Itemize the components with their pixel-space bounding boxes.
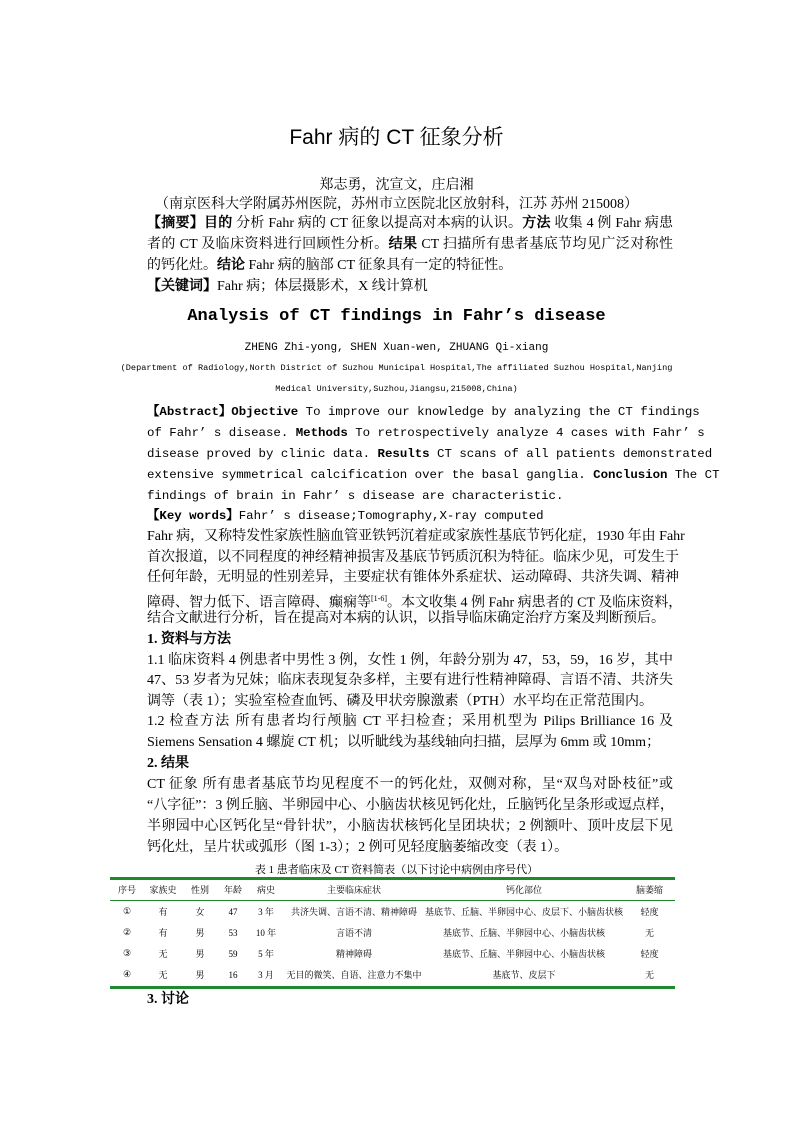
results-text: 的钙化灶。: [147, 258, 217, 273]
table-caption: 表 1 患者临床及 CT 资料简表（以下讨论中病例由序号代）: [254, 864, 539, 876]
body-text: 。本文收集 4 例 Fahr 病患者的 CT 及临床资料，: [387, 595, 683, 611]
abstract-en-line: [147, 444, 713, 464]
table-cell: 共济失调、言语不清、精神障碍: [290, 907, 417, 917]
table-cell: 基底节、丘脑、半卵园中心、小脑齿状核: [442, 928, 605, 938]
abstract-en-text: disease proved by clinic data.: [147, 447, 378, 461]
body-line: Fahr 病，又称特发性家族性脑血管亚铁钙沉着症或家族性基底节钙化症，1930 年由 Fahr: [147, 529, 685, 544]
table-cell: ①: [122, 906, 132, 916]
abstract-en-text: of Fahr’ s disease.: [147, 426, 296, 440]
column-header: 序号: [110, 878, 144, 901]
table-cell: 无: [158, 970, 168, 980]
objective-text: 分析 Fahr 病的 CT 征象以提高对本病的认识。: [232, 216, 523, 231]
objective-en-label: Objective: [231, 405, 299, 419]
table-cell: 男: [195, 949, 205, 959]
table-header-row: [110, 878, 675, 901]
table-cell: 47: [228, 906, 238, 917]
abstract-en-label: 【Abstract】: [147, 405, 232, 419]
table-cell: 53: [228, 927, 238, 938]
table-cell: 男: [195, 928, 205, 938]
abstract-en-line: [147, 423, 705, 443]
body-line: 结合文献进行分析，旨在提高对本病的认识，以指导临床确定治疗方案及判断预后。: [147, 611, 665, 626]
table-cell: 男: [195, 970, 205, 980]
body-line: Siemens Sensation 4 螺旋 CT 机；以听眦线为基线轴向扫描，层厚为 6mm 或 10mm；: [147, 735, 661, 750]
body-line: 钙化灶，呈片状或弧形（图 1-3）；2 例可见轻度脑萎缩改变（表 1）。: [147, 840, 569, 855]
table-cell: 基底节、丘脑、半卵园中心、皮层下、小脑齿状核: [424, 907, 623, 917]
table-cell: ③: [122, 948, 132, 958]
column-header: 性别: [182, 878, 218, 901]
table-cell: 基底节、丘脑、半卵园中心、小脑齿状核: [442, 949, 605, 959]
body-line: 半卵园中心区钙化呈“骨针状”，小脑齿状核钙化呈团块状；2 例额叶、顶叶皮层下见: [147, 819, 673, 834]
body-line: 1.1 临床资料 4 例患者中男性 3 例，女性 1 例，年龄分别为 47，53，59，16 岁，其中: [147, 653, 673, 668]
column-header: 脑萎缩: [624, 878, 675, 901]
keywords-en: [147, 506, 673, 526]
objective-label: 目的: [203, 216, 233, 231]
abstract-en-line: [147, 465, 720, 485]
table-cell: 5 年: [258, 949, 274, 959]
body-line: 1.2 检查方法 所有患者均行颅脑 CT 平扫检查；采用机型为 Pilips Brilliance 16 及: [147, 714, 673, 729]
table-cell: 59: [228, 948, 238, 959]
column-header: 家族史: [144, 878, 182, 901]
table-cell: 轻度: [640, 949, 659, 959]
section-heading: 1. 资料与方法: [147, 632, 231, 647]
column-header: 主要临床症状: [284, 878, 424, 901]
methods-text: 收集 4 例 Fahr 病患: [550, 216, 674, 231]
body-line: 任何年龄，无明显的性别差异，主要症状有锥体外系症状、运动障碍、共济失调、精神: [147, 570, 679, 585]
abstract-en-text: The CT: [667, 468, 720, 482]
affiliation-en-1: (Department of Radiology,North District of Suzhou Municipal Hospital,The affiliated Suzhou Hospital,Nanjing: [120, 363, 673, 373]
abstract-cn-line: [147, 256, 673, 276]
results-text: CT 扫描所有患者基底节均见广泛对称性: [417, 237, 674, 252]
table-cell: 无目的微笑、自语、注意力不集中: [286, 970, 422, 980]
authors-en: ZHENG Zhi-yong, SHEN Xuan-wen, ZHUANG Qi-xiang: [244, 342, 549, 354]
table-cell: 无: [644, 928, 654, 938]
table-cell: 10 年: [255, 928, 277, 938]
table-row: [110, 922, 675, 943]
table-cell: 无: [644, 970, 654, 980]
authors-cn: 郑志勇，沈宣文，庄启湘: [319, 178, 474, 193]
table-cell: 言语不清: [335, 928, 372, 938]
english-title: Analysis of CT findings in Fahr’s disease: [187, 307, 606, 326]
table-cell: 有: [158, 907, 168, 917]
paper-title: Fahr 病的 CT 征象分析: [289, 126, 504, 149]
methods-en-label: Methods: [295, 426, 348, 440]
abstract-label: 【摘要】: [147, 216, 204, 231]
body-line: 首次报道，以不同程度的神经精神损害及基底节钙质沉积为特征。临床少见，可发生于: [147, 550, 679, 565]
table-row: [110, 943, 675, 964]
abstract-en-text: To retrospectively analyze 4 cases with Fahr’ s: [347, 426, 705, 440]
section-heading: 3. 讨论: [147, 992, 189, 1007]
table-cell: ②: [122, 927, 132, 937]
table-row: [110, 901, 675, 923]
table-cell: 精神障碍: [335, 949, 372, 959]
abstract-en-text: CT scans of all patients demonstrated: [429, 447, 713, 461]
table-row: [110, 964, 675, 985]
abstract-en-text: To improve our knowledge by analyzing the CT findings: [298, 405, 700, 419]
table-cell: 有: [158, 928, 168, 938]
body-line: 47、53 岁者为兄妹；临床表现复杂多样，主要有进行性精神障碍、言语不清、共济失: [147, 673, 673, 688]
abstract-cn-line: [147, 235, 673, 255]
abstract-en-line: [147, 402, 700, 422]
keywords-en-label: 【Key words】: [147, 509, 239, 523]
section-heading: 2. 结果: [147, 756, 189, 771]
body-line: CT 征象 所有患者基底节均见程度不一的钙化灶，双侧对称，呈“双鸟对卧枝征”或: [147, 777, 673, 792]
patient-table: [110, 878, 675, 985]
keywords-text: Fahr 病；体层摄影术，X 线计算机: [217, 279, 428, 294]
abstract-cn-line: [147, 214, 673, 234]
results-label: 结果: [388, 237, 418, 252]
column-header: 钙化部位: [424, 878, 624, 901]
body-line: 调等（表 1）；实验室检查血钙、磷及甲状旁腺激素（PTH）水平均在正常范围内。: [147, 694, 653, 709]
methods-label: 方法: [522, 216, 551, 231]
table-cell: 3 月: [258, 970, 274, 980]
table-cell: 女: [195, 907, 205, 917]
abstract-en-line: findings of brain in Fahr’ s disease are characteristic.: [147, 489, 564, 503]
methods-text: 者的 CT 及临床资料进行回顾性分析。: [147, 237, 389, 252]
column-header: 年龄: [218, 878, 248, 901]
table-cell: 16: [228, 969, 238, 980]
body-text: 障碍、智力低下、语言障碍、癫痫等: [147, 595, 371, 611]
citation: [1-6]: [371, 594, 387, 603]
table-cell: 基底节、皮层下: [492, 970, 556, 980]
conclusion-text: Fahr 病的脑部 CT 征象具有一定的特征性。: [245, 258, 513, 273]
affiliation-en-2: Medical University,Suzhou,Jiangsu,215008,China): [275, 384, 518, 394]
affiliation-cn: （南京医科大学附属苏州医院，苏州市立医院北区放射科，江苏 苏州 215008）: [155, 197, 638, 212]
table-cell: 轻度: [640, 907, 659, 917]
table-bottom-rule: [110, 986, 675, 989]
keywords-label: 【关键词】: [147, 279, 217, 294]
keywords-en-text: Fahr’ s disease;Tomography,X-ray computed: [238, 509, 544, 523]
table-cell: 无: [158, 949, 168, 959]
conclusion-en-label: Conclusion: [593, 468, 668, 482]
results-en-label: Results: [377, 447, 430, 461]
table-cell: 3 年: [258, 907, 274, 917]
conclusion-label: 结论: [217, 258, 245, 273]
table-cell: ④: [122, 969, 132, 979]
column-header: 病史: [248, 878, 284, 901]
body-line: “八字征”：3 例丘脑、半卵园中心、小脑齿状核见钙化灶，丘脑钙化呈条形或逗点样，: [147, 798, 674, 813]
keywords-cn: [147, 277, 673, 297]
abstract-en-text: extensive symmetrical calcification over the basal ganglia.: [147, 468, 594, 482]
